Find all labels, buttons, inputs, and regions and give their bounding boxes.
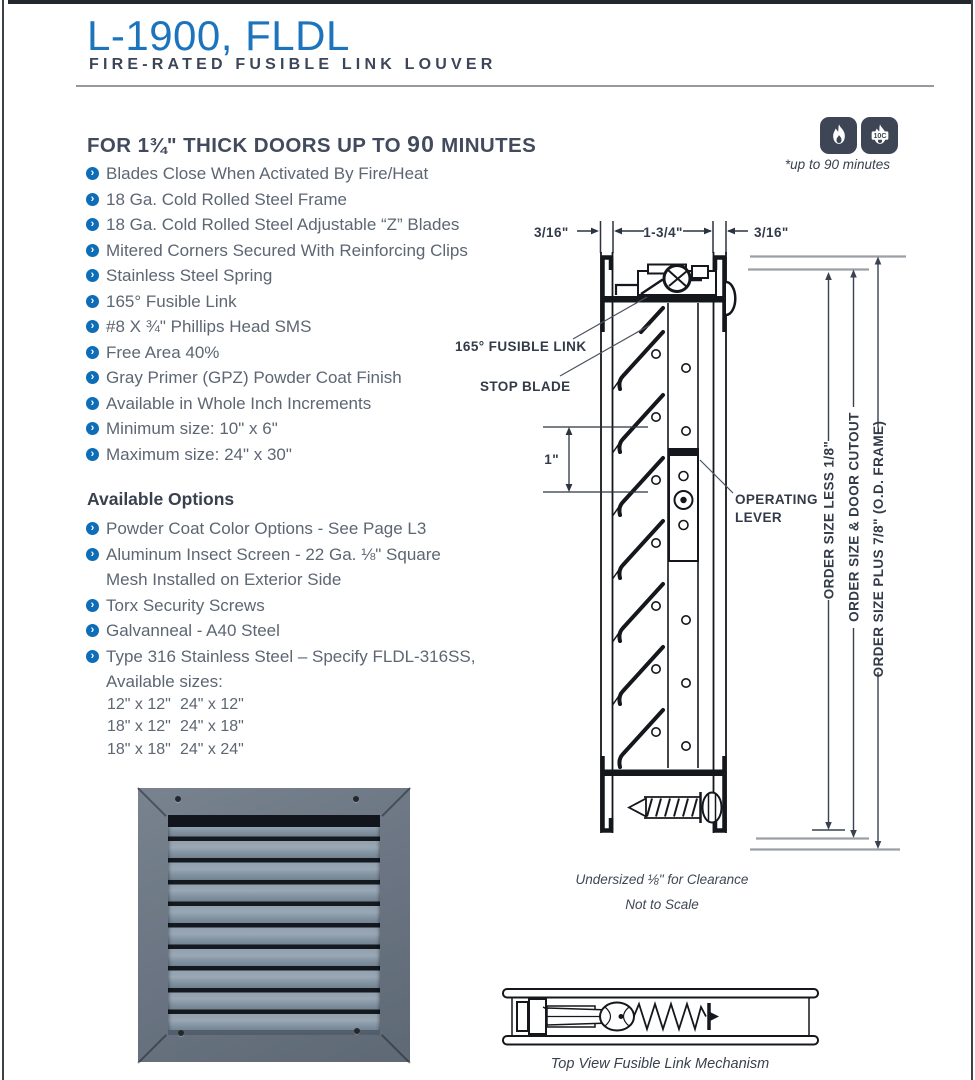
size-row: [107, 694, 253, 716]
label-fusible-link: 165° FUSIBLE LINK: [455, 339, 587, 354]
dim-3-16-left: 3/16": [534, 225, 569, 240]
section-heading-suffix: MINUTES: [435, 134, 537, 157]
chevron-bullet-icon: ›: [86, 422, 99, 435]
feature-item: [86, 242, 468, 260]
chevron-bullet-icon: ›: [86, 624, 99, 637]
label-operating-lever-line2: LEVER: [735, 510, 783, 525]
chevron-bullet-icon: ›: [86, 193, 99, 206]
screw-hole: [354, 1028, 360, 1034]
feature-text: 18 Ga. Cold Rolled Steel Frame: [106, 189, 347, 209]
option-text: Available sizes:: [106, 672, 223, 691]
chevron-bullet-icon: ›: [86, 244, 99, 257]
option-item: [86, 622, 475, 640]
feature-text: Mitered Corners Secured With Reinforcing Clips: [106, 240, 468, 260]
option-text: Type 316 Stainless Steel – Specify FLDL-316SS,: [106, 646, 476, 666]
note-not-to-scale: Not to Scale: [625, 897, 699, 912]
page-subtitle: FIRE-RATED FUSIBLE LINK LOUVER: [89, 56, 497, 73]
flame-icon: [820, 117, 857, 154]
size-value: 18" x 12": [107, 718, 171, 736]
size-value: 12" x 12": [107, 696, 171, 713]
screw-hole: [175, 796, 181, 802]
feature-text: Gray Primer (GPZ) Powder Coat Finish: [106, 368, 402, 387]
operating-lever-shape: [669, 449, 698, 561]
section-heading-prefix: FOR 1¾" THICK DOORS UP TO: [87, 134, 408, 157]
size-row: [107, 716, 253, 738]
feature-item: [86, 446, 468, 464]
option-text: Aluminum Insect Screen - 22 Ga. ⅛" Square: [106, 544, 441, 564]
louver-frame-section: [601, 252, 726, 833]
mitered-corner-line: [137, 1034, 166, 1063]
leader-lines: [560, 297, 733, 493]
section-heading-minutes: 90: [407, 131, 436, 157]
label-operating-lever-line1: OPERATING: [735, 492, 818, 507]
feature-item: [86, 293, 468, 311]
dim-1-3-4: 1-3/4": [643, 225, 683, 240]
chevron-bullet-icon: ›: [86, 448, 99, 461]
options-list: [86, 520, 475, 699]
flame-10c-icon: [861, 117, 898, 154]
chevron-bullet-icon: ›: [86, 295, 99, 308]
feature-text: Available in Whole Inch Increments: [106, 393, 372, 413]
feature-text: Free Area 40%: [106, 342, 220, 362]
chevron-bullet-icon: ›: [86, 650, 99, 663]
screw-hole: [178, 1030, 184, 1036]
size-value: 18" x 18": [107, 740, 171, 758]
chevron-bullet-icon: ›: [86, 269, 99, 282]
label-stop-blade: STOP BLADE: [480, 379, 571, 394]
note-undersized: Undersized ⅛" for Clearance: [575, 872, 749, 887]
option-text: Mesh Installed on Exterior Side: [106, 570, 342, 589]
page-right-rule: [971, 0, 973, 1080]
option-text: Powder Coat Color Options - See Page L3: [106, 519, 427, 538]
option-text: Galvanneal - A40 Steel: [106, 621, 280, 640]
option-item: [86, 546, 475, 564]
chevron-bullet-icon: ›: [86, 548, 99, 561]
rating-note: *up to 90 minutes: [784, 157, 890, 172]
feature-text: Blades Close When Activated By Fire/Heat: [106, 164, 429, 183]
feature-item: [86, 267, 468, 285]
frame-bottom-web: [601, 770, 726, 777]
feature-item: [86, 395, 468, 413]
chevron-bullet-icon: ›: [86, 167, 99, 180]
option-text: Torx Security Screws: [106, 595, 265, 615]
chevron-bullet-icon: ›: [86, 522, 99, 535]
feature-text: #8 X ¾" Phillips Head SMS: [106, 317, 312, 336]
product-photo-louver: [138, 788, 410, 1062]
feature-item: [86, 344, 468, 362]
dim-1-inch: 1": [544, 452, 559, 467]
page-top-rule: [8, 0, 972, 4]
badge-10c-label: 10C: [873, 131, 886, 140]
size-value: 24" x 24": [180, 740, 244, 758]
chevron-bullet-icon: ›: [86, 320, 99, 333]
cross-section-diagram: [450, 195, 920, 1075]
feature-text: Minimum size: 10" x 6": [106, 419, 278, 438]
screw-hole: [353, 796, 359, 802]
option-item-continuation: [86, 673, 475, 691]
feature-item: [86, 191, 468, 209]
option-item: [86, 597, 475, 615]
mounting-screw: [629, 792, 722, 823]
dim-order-size-cutout: ORDER SIZE & DOOR CUTOUT: [846, 412, 862, 622]
fire-rating-badges: [820, 117, 898, 154]
flame-10c-icon-glyph: [865, 121, 895, 151]
option-item: [86, 520, 475, 538]
feature-item: [86, 165, 468, 183]
frame-top-web: [601, 296, 726, 303]
size-value: 24" x 12": [180, 696, 244, 713]
feature-list: [86, 165, 468, 471]
available-sizes: [107, 694, 253, 761]
option-item-continuation: [86, 571, 475, 589]
chevron-bullet-icon: ›: [86, 346, 99, 359]
options-heading: Available Options: [87, 489, 235, 509]
mitered-corner-line: [381, 1034, 410, 1063]
mitered-corner-line: [137, 787, 166, 816]
fusible-link-mechanism: [616, 265, 735, 316]
caption-top-view: Top View Fusible Link Mechanism: [550, 1056, 770, 1072]
chevron-bullet-icon: ›: [86, 599, 99, 612]
chevron-bullet-icon: ›: [86, 218, 99, 231]
feature-item: [86, 420, 468, 438]
feature-text: 18 Ga. Cold Rolled Steel Adjustable “Z” Blades: [106, 215, 460, 234]
flame-icon-glyph: [824, 121, 854, 151]
size-value: 24" x 18": [180, 718, 244, 736]
dim-order-size-od-frame: ORDER SIZE PLUS 7/8" (O.D. FRAME): [871, 420, 886, 678]
chevron-bullet-icon: ›: [86, 371, 99, 384]
feature-item: [86, 318, 468, 336]
arrow-up: [566, 427, 573, 435]
header-divider: [76, 85, 934, 87]
dim-3-16-right: 3/16": [754, 225, 789, 240]
feature-text: Maximum size: 24" x 30": [106, 444, 292, 464]
dim-order-size-less: ORDER SIZE LESS 1/8": [821, 440, 837, 600]
feature-item: [86, 216, 468, 234]
section-heading: [87, 131, 536, 158]
size-row: [107, 739, 253, 761]
feature-text: 165° Fusible Link: [106, 291, 237, 311]
feature-item: [86, 369, 468, 387]
louver-blades: [168, 815, 380, 1035]
top-view-mechanism: [503, 989, 818, 1045]
feature-text: Stainless Steel Spring: [106, 266, 273, 285]
option-item: [86, 648, 475, 666]
chevron-bullet-icon: ›: [86, 397, 99, 410]
mitered-corner-line: [381, 787, 410, 816]
page-left-rule: [2, 0, 4, 1080]
arrow-down: [566, 484, 573, 492]
page-title: L-1900, FLDL: [87, 12, 350, 59]
